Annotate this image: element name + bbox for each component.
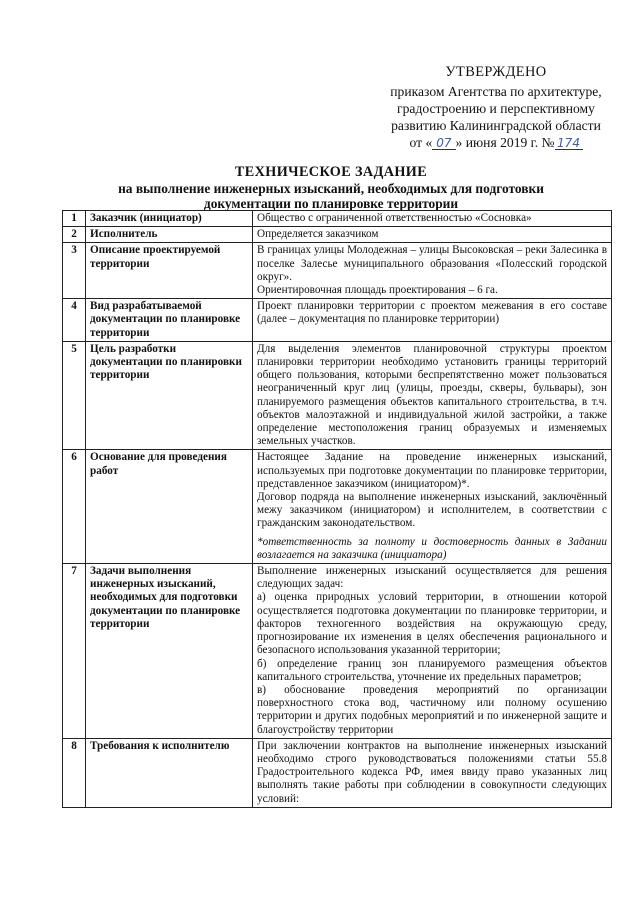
title-main: ТЕХНИЧЕСКОЕ ЗАДАНИЕ bbox=[234, 164, 428, 180]
row-label: Требования к исполнителю bbox=[86, 738, 253, 807]
row-number: 6 bbox=[63, 450, 86, 564]
row-value bbox=[253, 738, 612, 807]
row-number: 5 bbox=[63, 341, 86, 450]
table-row bbox=[63, 243, 612, 299]
row-number: 1 bbox=[63, 211, 86, 227]
row-value-paragraph: в) обоснование проведения мероприятий по организации поверхностного стока вод, частичному или полному осушению территории и других подобных мероприятий и по инженерной защите и благоустройству территории bbox=[257, 683, 607, 736]
row-number: 4 bbox=[63, 299, 86, 342]
row-value-paragraph: Для выделения элементов планировочной структуры проектом планировки территории необходимо установить границы территорий общего пользования, которыми беспрепятственно может пользоваться неограниченный круг лиц (улицы, проезды, скверы, бульвары), зон планируемого размещения объектов капитального строительства, в т.ч. объектов малоэтажной и индивидуальной жилой застройки, а также определение местоположения границ образуемых и изменяемых земельных участков. bbox=[257, 342, 607, 448]
row-value-paragraph: Договор подряда на выполнение инженерных изысканий, заключённый межу заказчиком (инициатором) и исполнителем, в соответствии с гражданским законодательством. bbox=[257, 491, 607, 530]
row-label: Цель разработки документации по планировки территории bbox=[86, 341, 253, 450]
row-label: Исполнитель bbox=[86, 227, 253, 243]
date-middle: » июня 2019 г. № bbox=[455, 135, 555, 150]
row-value-paragraph: Общество с ограниченной ответственностью «Сосновка» bbox=[257, 212, 532, 224]
date-prefix: от « bbox=[409, 135, 433, 150]
row-value-paragraph: Настоящее Задание на проведение инженерных изысканий, используемых при подготовке документации по планировке территории, представленное заказчиком (инициатором)*. bbox=[257, 451, 607, 490]
row-label: Вид разрабатываемой документации по планировке территории bbox=[86, 299, 253, 342]
row-number: 8 bbox=[63, 738, 86, 807]
row-number: 3 bbox=[63, 243, 86, 299]
requirements-table bbox=[62, 210, 612, 808]
row-value bbox=[253, 227, 612, 243]
row-value bbox=[253, 341, 612, 450]
title-line-2: на выполнение инженерных изысканий, необходимых для подготовки bbox=[118, 180, 544, 196]
table-row bbox=[63, 211, 612, 227]
row-value-paragraph: Выполнение инженерных изысканий осуществляется для решения следующих задач: bbox=[257, 565, 607, 591]
approval-date-line bbox=[372, 134, 620, 151]
handwritten-day: 07 bbox=[432, 137, 455, 150]
document-title bbox=[96, 165, 566, 212]
row-label: Заказчик (инициатор) bbox=[86, 211, 253, 227]
row-value-paragraph: а) оценка природных условий территории, в отношении которой осуществляется подготовка документации по планировке территории, и факторов техногенного воздействия на окружающую среду, прогнозирование их изменения в целях обеспечения рационального и безопасного использования указанной территории; bbox=[257, 591, 607, 657]
row-value-paragraph: При заключении контрактов на выполнение инженерных изысканий необходимо строго руководствоваться положениями статьи 55.8 Градостроительного кодекса РФ, имея ввиду право указанных лиц выполнять такие работы при соблюдении в совокупности следующих условий: bbox=[257, 739, 607, 805]
table-row bbox=[63, 227, 612, 243]
row-value bbox=[253, 211, 612, 227]
approval-block bbox=[372, 64, 620, 151]
row-value bbox=[253, 450, 612, 564]
handwritten-order-number: 174 bbox=[555, 137, 583, 150]
table-row bbox=[63, 341, 612, 450]
table-row bbox=[63, 564, 612, 739]
approval-line-1: приказом Агентства по архитектуре, bbox=[390, 84, 602, 99]
row-value bbox=[253, 243, 612, 299]
table-row bbox=[63, 299, 612, 342]
approval-heading: УТВЕРЖДЕНО bbox=[445, 64, 547, 80]
row-value-paragraph: Ориентировочная площадь проектирования – 6 га. bbox=[257, 284, 498, 297]
title-line-3: документации по планировке территории bbox=[203, 196, 459, 211]
row-value-paragraph: Определяется заказчиком bbox=[257, 228, 379, 241]
row-value-paragraph: В границах улицы Молодежная – улицы Высоковская – реки Залесинка в поселке Залесье муниципального образования «Полесский городской округ». bbox=[257, 244, 607, 283]
row-number: 7 bbox=[63, 564, 86, 739]
row-value-paragraph: Проект планировки территории с проектом межевания в его составе (далее – документация по планировке территории) bbox=[257, 300, 607, 326]
table-row bbox=[63, 450, 612, 564]
row-label: Задачи выполнения инженерных изысканий, необходимых для подготовки документации по планировке территории bbox=[86, 564, 253, 739]
approval-line-2: градостроению и перспективному bbox=[397, 101, 595, 116]
row-footnote: *ответственность за полноту и достоверность данных в Задании возлагается на заказчика (инициатора) bbox=[257, 535, 607, 561]
table-row bbox=[63, 738, 612, 807]
row-label: Описание проектируемой территории bbox=[86, 243, 253, 299]
row-number: 2 bbox=[63, 227, 86, 243]
row-label: Основание для проведения работ bbox=[86, 450, 253, 564]
row-value bbox=[253, 299, 612, 342]
approval-line-3: развитию Калининградской области bbox=[391, 118, 601, 133]
row-value bbox=[253, 564, 612, 739]
row-value-paragraph: б) определение границ зон планируемого размещения объектов капитального строительства, уточнение их предельных параметров; bbox=[257, 657, 607, 683]
